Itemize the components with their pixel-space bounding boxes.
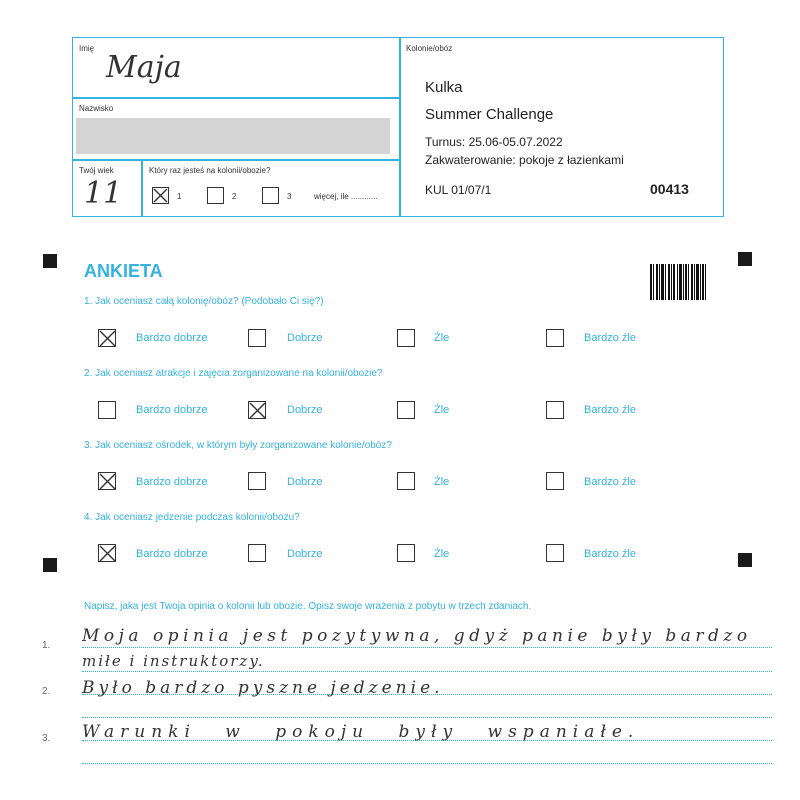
q4-checkbox-bardzo-dobrze[interactable] — [98, 544, 116, 562]
q1-label-dobrze: Dobrze — [287, 332, 323, 344]
barcode-icon — [650, 264, 706, 300]
registration-mark-bottom-right — [738, 553, 752, 567]
header-divider-h2 — [72, 159, 400, 161]
q1-checkbox-bardzo-zle[interactable] — [546, 329, 564, 347]
opinion-prompt: Napisz, jaka jest Twoja opinia o kolonii lub obozie. Opisz swoje wrażenia z pobytu w trzech zdaniach. — [84, 601, 532, 612]
q3-checkbox-dobrze[interactable] — [248, 472, 266, 490]
q2-label-dobrze: Dobrze — [287, 404, 323, 416]
line-number-1: 1. — [42, 640, 51, 651]
q4-label-bardzo-zle: Bardzo źle — [584, 548, 636, 560]
q2-label-bardzo-dobrze: Bardzo dobrze — [136, 404, 208, 416]
q3-label-zle: Źle — [434, 476, 450, 488]
q4-checkbox-dobrze[interactable] — [248, 544, 266, 562]
q3-checkbox-bardzo-dobrze[interactable] — [98, 472, 116, 490]
times-option-2: 2 — [232, 192, 237, 201]
q2-checkbox-bardzo-dobrze[interactable] — [98, 401, 116, 419]
q1-checkbox-dobrze[interactable] — [248, 329, 266, 347]
q1-label-bardzo-zle: Bardzo źle — [584, 332, 636, 344]
registration-mark-top-left — [43, 254, 57, 268]
q1-label-bardzo-dobrze: Bardzo dobrze — [136, 332, 208, 344]
q2-label-bardzo-zle: Bardzo źle — [584, 404, 636, 416]
q2-checkbox-zle[interactable] — [397, 401, 415, 419]
camp-label: Kolonie/obóz — [406, 44, 453, 53]
question-1: 1. Jak oceniasz całą kolonię/obóz? (Podobało Ci się?) — [84, 296, 324, 307]
q2-checkbox-bardzo-zle[interactable] — [546, 401, 564, 419]
registration-mark-bottom-left — [43, 558, 57, 572]
question-3: 3. Jak oceniasz ośrodek, w którym były zorganizowane kolonie/obóz? — [84, 440, 392, 451]
last-name-label: Nazwisko — [79, 104, 114, 113]
q3-label-dobrze: Dobrze — [287, 476, 323, 488]
checkmark-x-icon — [99, 473, 117, 491]
q1-checkbox-bardzo-dobrze[interactable] — [98, 329, 116, 347]
first-name-value[interactable]: Maja — [106, 50, 182, 85]
q3-label-bardzo-zle: Bardzo źle — [584, 476, 636, 488]
line-number-2: 2. — [42, 686, 51, 697]
checkmark-x-icon — [99, 330, 117, 348]
age-value[interactable]: 11 — [84, 176, 123, 211]
survey-title: ANKIETA — [84, 261, 163, 281]
header-divider-age — [141, 159, 143, 217]
q4-checkbox-zle[interactable] — [397, 544, 415, 562]
camp-name: Kulka — [425, 79, 463, 96]
line-number-3: 3. — [42, 733, 51, 744]
checkmark-x-icon — [99, 545, 117, 563]
answer-text-3[interactable]: Warunki w pokoju były wspaniałe. — [82, 722, 640, 742]
q1-checkbox-zle[interactable] — [397, 329, 415, 347]
camp-turnus: Turnus: 25.06-05.07.2022 — [425, 135, 563, 149]
last-name-redacted — [76, 118, 390, 154]
registration-mark-top-right — [738, 252, 752, 266]
q3-checkbox-bardzo-zle[interactable] — [546, 472, 564, 490]
first-name-label: Imię — [79, 44, 95, 53]
camp-number: 00413 — [650, 181, 689, 197]
camp-code: KUL 01/07/1 — [425, 183, 492, 197]
camp-accommodation: Zakwaterowanie: pokoje z łazienkami — [425, 153, 624, 167]
age-label: Twój wiek — [79, 166, 114, 175]
answer-text-1[interactable]: Moja opinia jest pozytywna, gdyż panie były bardzo — [82, 626, 752, 646]
q4-label-bardzo-dobrze: Bardzo dobrze — [136, 548, 208, 560]
answer-line-6 — [82, 763, 772, 764]
q3-label-bardzo-dobrze: Bardzo dobrze — [136, 476, 208, 488]
answer-text-2[interactable]: Było bardzo pyszne jedzenie. — [82, 678, 444, 698]
checkmark-x-icon — [249, 402, 267, 420]
camp-program: Summer Challenge — [425, 106, 554, 123]
question-2: 2. Jak oceniasz atrakcje i zajęcia zorganizowane na kolonii/obozie? — [84, 368, 383, 379]
times-checkbox-3[interactable] — [262, 187, 279, 204]
answer-line-2 — [82, 671, 772, 672]
q1-label-zle: Źle — [434, 332, 450, 344]
times-option-1: 1 — [177, 192, 182, 201]
answer-line-1 — [82, 647, 772, 648]
times-option-3: 3 — [287, 192, 292, 201]
q2-label-zle: Źle — [434, 404, 450, 416]
q3-checkbox-zle[interactable] — [397, 472, 415, 490]
header-divider-h1 — [72, 97, 400, 99]
answer-line-4 — [82, 717, 772, 718]
q2-checkbox-dobrze[interactable] — [248, 401, 266, 419]
times-checkbox-1[interactable] — [152, 187, 169, 204]
checkmark-x-icon — [153, 188, 169, 204]
q4-label-dobrze: Dobrze — [287, 548, 323, 560]
q4-label-zle: Źle — [434, 548, 450, 560]
question-4: 4. Jak oceniasz jedzenie podczas kolonii/obozu? — [84, 512, 300, 523]
q4-checkbox-bardzo-zle[interactable] — [546, 544, 564, 562]
times-more-label: więcej, ile ............ — [314, 192, 378, 201]
answer-text-1-continued[interactable]: miłe i instruktorzy. — [82, 652, 265, 670]
header-divider-vertical — [399, 37, 401, 217]
times-label: Który raz jesteś na kolonii/obozie? — [149, 166, 271, 175]
times-checkbox-2[interactable] — [207, 187, 224, 204]
